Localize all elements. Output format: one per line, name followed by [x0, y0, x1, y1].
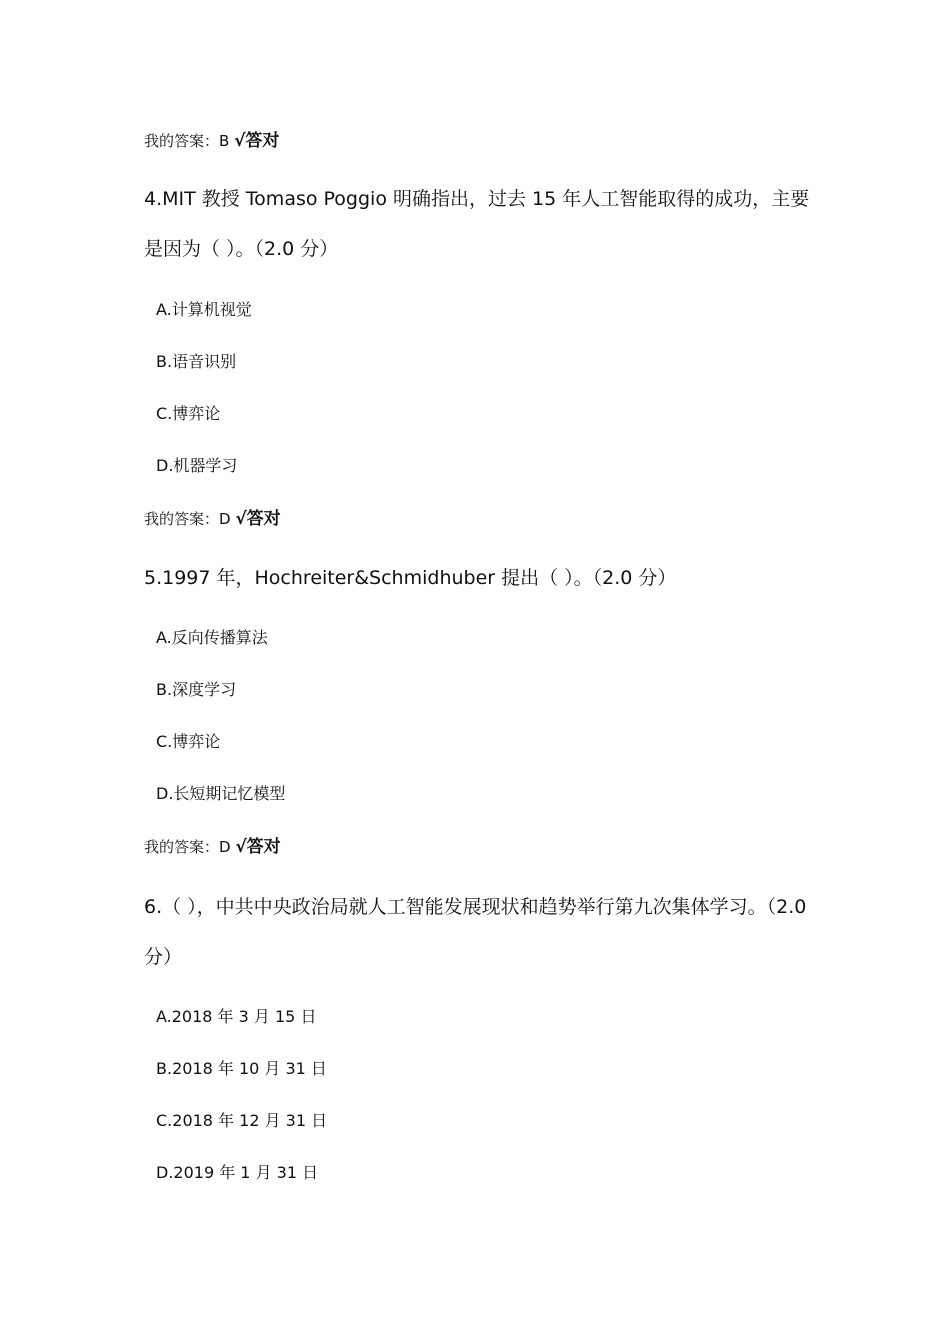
- question-5-option-d: D.长短期记忆模型: [156, 784, 286, 803]
- question-6-option-d: D.2019 年 1 月 31 日: [156, 1163, 319, 1182]
- question-4-option-d: D.机器学习: [156, 456, 238, 475]
- question-6-option-a: A.2018 年 3 月 15 日: [156, 1007, 317, 1026]
- answer-prefix: 我的答案：D: [144, 838, 236, 856]
- answer-verdict: √答对: [235, 509, 281, 529]
- question-4-option-a: A.计算机视觉: [156, 300, 252, 319]
- answer-verdict: √答对: [234, 131, 280, 151]
- my-answer-2: [144, 504, 281, 529]
- question-5-option-b: B.深度学习: [156, 680, 237, 699]
- question-4-line-2: 是因为（ ）。（2.0 分）: [144, 238, 339, 260]
- my-answer-3: [144, 832, 281, 857]
- my-answer-1: [144, 126, 279, 151]
- question-6-line-2: 分）: [144, 946, 183, 968]
- question-5-option-a: A.反向传播算法: [156, 628, 268, 647]
- answer-prefix: 我的答案：B: [144, 132, 235, 150]
- question-6-option-c: C.2018 年 12 月 31 日: [156, 1111, 328, 1130]
- answer-verdict: √答对: [235, 837, 281, 857]
- question-6-option-b: B.2018 年 10 月 31 日: [156, 1059, 327, 1078]
- question-4-option-b: B.语音识别: [156, 352, 237, 371]
- answer-prefix: 我的答案：D: [144, 510, 236, 528]
- question-4-line-1: 4.MIT 教授 Tomaso Poggio 明确指出，过去 15 年人工智能取得的成功，主要: [144, 188, 810, 210]
- question-6-line-1: 6.（ ），中共中央政治局就人工智能发展现状和趋势举行第九次集体学习。（2.0: [144, 896, 807, 918]
- question-5-line-1: 5.1997 年，Hochreiter&Schmidhuber 提出（ ）。（2.0 分）: [144, 567, 677, 589]
- question-4-option-c: C.博弈论: [156, 404, 221, 423]
- question-5-option-c: C.博弈论: [156, 732, 221, 751]
